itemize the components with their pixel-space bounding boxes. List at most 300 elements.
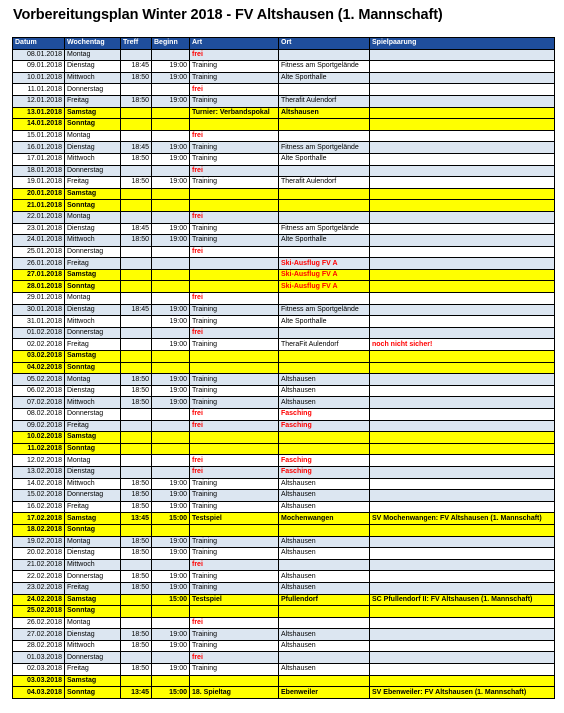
cell-spiel <box>370 165 555 177</box>
cell-treff <box>121 675 152 687</box>
cell-beginn: 15:00 <box>152 513 190 525</box>
cell-spiel: SV Ebenweiler: FV Altshausen (1. Mannschaft) <box>370 687 555 699</box>
cell-ort: Altshausen <box>279 501 370 513</box>
cell-datum: 09.01.2018 <box>13 61 65 73</box>
cell-beginn <box>152 293 190 305</box>
cell-treff <box>121 432 152 444</box>
cell-tag: Donnerstag <box>65 84 121 96</box>
cell-spiel <box>370 258 555 270</box>
cell-beginn <box>152 130 190 142</box>
cell-datum: 02.03.2018 <box>13 664 65 676</box>
cell-spiel <box>370 281 555 293</box>
cell-treff <box>121 200 152 212</box>
table-row <box>13 362 555 374</box>
cell-datum: 25.01.2018 <box>13 246 65 258</box>
cell-datum: 17.01.2018 <box>13 153 65 165</box>
table-row <box>13 664 555 676</box>
cell-treff <box>121 293 152 305</box>
cell-datum: 12.01.2018 <box>13 95 65 107</box>
cell-treff: 13:45 <box>121 513 152 525</box>
cell-tag: Freitag <box>65 664 121 676</box>
cell-spiel <box>370 455 555 467</box>
cell-beginn: 19:00 <box>152 385 190 397</box>
cell-beginn <box>152 49 190 61</box>
cell-tag: Donnerstag <box>65 409 121 421</box>
cell-art: Training <box>190 629 279 641</box>
cell-tag: Montag <box>65 374 121 386</box>
cell-treff: 18:50 <box>121 490 152 502</box>
cell-art <box>190 606 279 618</box>
cell-tag: Mittwoch <box>65 153 121 165</box>
cell-treff: 18:50 <box>121 582 152 594</box>
cell-datum: 28.01.2018 <box>13 281 65 293</box>
cell-spiel <box>370 466 555 478</box>
cell-tag: Dienstag <box>65 223 121 235</box>
cell-treff: 18:50 <box>121 385 152 397</box>
cell-beginn <box>152 200 190 212</box>
table-row <box>13 571 555 583</box>
cell-treff <box>121 107 152 119</box>
cell-tag: Donnerstag <box>65 165 121 177</box>
cell-beginn: 19:00 <box>152 374 190 386</box>
cell-ort: Ski-Ausflug FV A <box>279 281 370 293</box>
table-row <box>13 455 555 467</box>
cell-treff <box>121 420 152 432</box>
table-row <box>13 594 555 606</box>
cell-art: frei <box>190 327 279 339</box>
cell-treff: 18:50 <box>121 501 152 513</box>
cell-beginn: 19:00 <box>152 339 190 351</box>
cell-spiel <box>370 548 555 560</box>
cell-datum: 18.02.2018 <box>13 524 65 536</box>
cell-ort: Fitness am Sportgelände <box>279 61 370 73</box>
cell-tag: Mittwoch <box>65 316 121 328</box>
table-row <box>13 223 555 235</box>
cell-tag: Dienstag <box>65 304 121 316</box>
cell-tag: Mittwoch <box>65 478 121 490</box>
cell-spiel <box>370 385 555 397</box>
cell-beginn: 19:00 <box>152 664 190 676</box>
cell-tag: Samstag <box>65 675 121 687</box>
table-row <box>13 339 555 351</box>
cell-datum: 24.01.2018 <box>13 235 65 247</box>
cell-datum: 31.01.2018 <box>13 316 65 328</box>
cell-spiel <box>370 524 555 536</box>
cell-treff <box>121 455 152 467</box>
cell-art: frei <box>190 652 279 664</box>
cell-datum: 18.01.2018 <box>13 165 65 177</box>
table-row <box>13 629 555 641</box>
cell-spiel: noch nicht sicher! <box>370 339 555 351</box>
cell-spiel <box>370 95 555 107</box>
cell-beginn: 19:00 <box>152 153 190 165</box>
cell-art <box>190 188 279 200</box>
cell-treff <box>121 188 152 200</box>
cell-ort <box>279 617 370 629</box>
cell-tag: Dienstag <box>65 385 121 397</box>
table-row <box>13 107 555 119</box>
cell-datum: 13.02.2018 <box>13 466 65 478</box>
cell-datum: 10.01.2018 <box>13 72 65 84</box>
cell-treff <box>121 119 152 131</box>
cell-beginn: 19:00 <box>152 490 190 502</box>
table-row <box>13 351 555 363</box>
table-row <box>13 385 555 397</box>
cell-art: Training <box>190 397 279 409</box>
cell-treff: 18:45 <box>121 142 152 154</box>
cell-art: Training <box>190 177 279 189</box>
cell-ort: Altshausen <box>279 107 370 119</box>
cell-beginn: 19:00 <box>152 72 190 84</box>
table-row <box>13 397 555 409</box>
cell-spiel <box>370 84 555 96</box>
cell-art <box>190 432 279 444</box>
cell-datum: 10.02.2018 <box>13 432 65 444</box>
cell-datum: 06.02.2018 <box>13 385 65 397</box>
cell-beginn <box>152 675 190 687</box>
cell-tag: Sonntag <box>65 281 121 293</box>
cell-datum: 02.02.2018 <box>13 339 65 351</box>
cell-datum: 21.02.2018 <box>13 559 65 571</box>
cell-datum: 09.02.2018 <box>13 420 65 432</box>
cell-ort <box>279 130 370 142</box>
cell-art <box>190 281 279 293</box>
cell-spiel <box>370 211 555 223</box>
cell-art: frei <box>190 455 279 467</box>
cell-tag: Sonntag <box>65 606 121 618</box>
cell-datum: 25.02.2018 <box>13 606 65 618</box>
cell-ort <box>279 293 370 305</box>
cell-art: Training <box>190 316 279 328</box>
table-row <box>13 72 555 84</box>
cell-beginn <box>152 362 190 374</box>
cell-treff <box>121 84 152 96</box>
cell-tag: Donnerstag <box>65 571 121 583</box>
schedule-table <box>12 37 555 699</box>
cell-treff <box>121 409 152 421</box>
cell-tag: Montag <box>65 130 121 142</box>
cell-datum: 26.02.2018 <box>13 617 65 629</box>
cell-ort: Altshausen <box>279 582 370 594</box>
cell-spiel <box>370 629 555 641</box>
cell-ort: Ski-Ausflug FV A <box>279 269 370 281</box>
cell-spiel <box>370 223 555 235</box>
cell-beginn: 19:00 <box>152 223 190 235</box>
cell-art: Training <box>190 385 279 397</box>
cell-spiel <box>370 269 555 281</box>
cell-datum: 04.02.2018 <box>13 362 65 374</box>
table-row <box>13 466 555 478</box>
table-row <box>13 153 555 165</box>
cell-beginn: 19:00 <box>152 142 190 154</box>
table-row <box>13 582 555 594</box>
cell-datum: 26.01.2018 <box>13 258 65 270</box>
cell-ort <box>279 188 370 200</box>
cell-spiel <box>370 235 555 247</box>
cell-art: Training <box>190 304 279 316</box>
cell-treff: 18:50 <box>121 95 152 107</box>
cell-datum: 11.01.2018 <box>13 84 65 96</box>
cell-spiel <box>370 640 555 652</box>
cell-art: Training <box>190 223 279 235</box>
cell-tag: Dienstag <box>65 466 121 478</box>
cell-tag: Samstag <box>65 432 121 444</box>
cell-treff: 18:50 <box>121 177 152 189</box>
table-row <box>13 617 555 629</box>
cell-treff <box>121 559 152 571</box>
cell-treff: 18:50 <box>121 640 152 652</box>
column-header-art: Art <box>190 38 279 50</box>
column-header-beginn: Beginn <box>152 38 190 50</box>
cell-ort <box>279 652 370 664</box>
cell-ort <box>279 559 370 571</box>
cell-datum: 28.02.2018 <box>13 640 65 652</box>
cell-treff: 18:50 <box>121 72 152 84</box>
cell-art: Training <box>190 490 279 502</box>
cell-treff: 13:45 <box>121 687 152 699</box>
cell-art <box>190 524 279 536</box>
cell-art <box>190 269 279 281</box>
table-row <box>13 165 555 177</box>
cell-tag: Freitag <box>65 339 121 351</box>
table-row <box>13 409 555 421</box>
cell-art: Training <box>190 142 279 154</box>
cell-spiel <box>370 61 555 73</box>
cell-beginn <box>152 455 190 467</box>
cell-art <box>190 675 279 687</box>
cell-datum: 22.01.2018 <box>13 211 65 223</box>
table-row <box>13 443 555 455</box>
table-row <box>13 235 555 247</box>
cell-ort: Fitness am Sportgelände <box>279 223 370 235</box>
cell-beginn <box>152 617 190 629</box>
cell-beginn <box>152 432 190 444</box>
cell-tag: Samstag <box>65 351 121 363</box>
table-row <box>13 513 555 525</box>
cell-art <box>190 362 279 374</box>
table-row <box>13 119 555 131</box>
cell-ort <box>279 432 370 444</box>
cell-datum: 19.02.2018 <box>13 536 65 548</box>
cell-tag: Sonntag <box>65 443 121 455</box>
cell-datum: 12.02.2018 <box>13 455 65 467</box>
cell-beginn: 19:00 <box>152 397 190 409</box>
table-row <box>13 374 555 386</box>
cell-datum: 01.03.2018 <box>13 652 65 664</box>
cell-tag: Dienstag <box>65 629 121 641</box>
cell-tag: Samstag <box>65 269 121 281</box>
cell-datum: 27.01.2018 <box>13 269 65 281</box>
cell-tag: Montag <box>65 617 121 629</box>
cell-treff <box>121 281 152 293</box>
cell-treff: 18:50 <box>121 235 152 247</box>
cell-tag: Donnerstag <box>65 246 121 258</box>
cell-treff <box>121 316 152 328</box>
cell-beginn: 19:00 <box>152 95 190 107</box>
cell-ort: TheraFit Aulendorf <box>279 339 370 351</box>
cell-spiel <box>370 200 555 212</box>
cell-treff: 18:50 <box>121 397 152 409</box>
cell-ort <box>279 362 370 374</box>
table-row <box>13 524 555 536</box>
column-header-wochentag: Wochentag <box>65 38 121 50</box>
cell-treff <box>121 339 152 351</box>
cell-treff <box>121 524 152 536</box>
cell-tag: Donnerstag <box>65 652 121 664</box>
cell-treff <box>121 211 152 223</box>
cell-treff: 18:50 <box>121 153 152 165</box>
cell-beginn <box>152 351 190 363</box>
cell-art: Training <box>190 664 279 676</box>
cell-spiel <box>370 351 555 363</box>
table-row <box>13 293 555 305</box>
cell-ort: Fasching <box>279 409 370 421</box>
cell-beginn: 15:00 <box>152 687 190 699</box>
cell-beginn: 19:00 <box>152 536 190 548</box>
table-row <box>13 675 555 687</box>
cell-datum: 23.01.2018 <box>13 223 65 235</box>
cell-beginn <box>152 466 190 478</box>
cell-treff: 18:50 <box>121 664 152 676</box>
cell-art: Training <box>190 536 279 548</box>
cell-beginn: 19:00 <box>152 571 190 583</box>
cell-spiel <box>370 327 555 339</box>
cell-spiel <box>370 397 555 409</box>
cell-ort: Therafit Aulendorf <box>279 95 370 107</box>
cell-datum: 13.01.2018 <box>13 107 65 119</box>
column-header-spielpaarung: Spielpaarung <box>370 38 555 50</box>
cell-datum: 29.01.2018 <box>13 293 65 305</box>
cell-art: frei <box>190 49 279 61</box>
cell-spiel <box>370 582 555 594</box>
cell-ort: Fitness am Sportgelände <box>279 304 370 316</box>
cell-art: frei <box>190 84 279 96</box>
cell-datum: 01.02.2018 <box>13 327 65 339</box>
cell-art: Training <box>190 339 279 351</box>
cell-ort: Altshausen <box>279 397 370 409</box>
cell-spiel <box>370 432 555 444</box>
cell-spiel <box>370 177 555 189</box>
cell-treff: 18:50 <box>121 571 152 583</box>
cell-spiel <box>370 501 555 513</box>
cell-datum: 21.01.2018 <box>13 200 65 212</box>
cell-treff <box>121 49 152 61</box>
cell-ort: Altshausen <box>279 548 370 560</box>
table-row <box>13 559 555 571</box>
cell-tag: Mittwoch <box>65 235 121 247</box>
table-row <box>13 501 555 513</box>
cell-datum: 11.02.2018 <box>13 443 65 455</box>
cell-spiel <box>370 246 555 258</box>
table-row <box>13 316 555 328</box>
cell-tag: Donnerstag <box>65 490 121 502</box>
table-row <box>13 130 555 142</box>
cell-ort: Altshausen <box>279 536 370 548</box>
cell-spiel <box>370 142 555 154</box>
cell-art <box>190 258 279 270</box>
cell-beginn: 19:00 <box>152 548 190 560</box>
cell-ort <box>279 200 370 212</box>
table-row <box>13 188 555 200</box>
cell-treff <box>121 269 152 281</box>
cell-beginn <box>152 211 190 223</box>
cell-ort: Altshausen <box>279 374 370 386</box>
cell-beginn: 19:00 <box>152 640 190 652</box>
cell-beginn: 19:00 <box>152 61 190 73</box>
cell-beginn: 19:00 <box>152 235 190 247</box>
cell-beginn: 19:00 <box>152 177 190 189</box>
cell-art: Training <box>190 95 279 107</box>
table-row <box>13 490 555 502</box>
cell-beginn <box>152 165 190 177</box>
cell-ort <box>279 606 370 618</box>
cell-art: Training <box>190 640 279 652</box>
cell-datum: 24.02.2018 <box>13 594 65 606</box>
table-row <box>13 652 555 664</box>
cell-spiel <box>370 130 555 142</box>
column-header-treff: Treff <box>121 38 152 50</box>
cell-ort: Mochenwangen <box>279 513 370 525</box>
cell-tag: Dienstag <box>65 142 121 154</box>
cell-datum: 16.02.2018 <box>13 501 65 513</box>
cell-treff: 18:50 <box>121 536 152 548</box>
cell-treff: 18:50 <box>121 629 152 641</box>
cell-datum: 07.02.2018 <box>13 397 65 409</box>
cell-tag: Sonntag <box>65 524 121 536</box>
cell-treff <box>121 351 152 363</box>
cell-treff <box>121 652 152 664</box>
cell-art <box>190 200 279 212</box>
cell-ort: Ski-Ausflug FV A <box>279 258 370 270</box>
cell-ort <box>279 246 370 258</box>
cell-art: Training <box>190 571 279 583</box>
cell-ort: Alte Sporthalle <box>279 72 370 84</box>
cell-datum: 22.02.2018 <box>13 571 65 583</box>
cell-beginn <box>152 188 190 200</box>
cell-tag: Mittwoch <box>65 397 121 409</box>
cell-ort <box>279 524 370 536</box>
cell-tag: Samstag <box>65 513 121 525</box>
cell-tag: Sonntag <box>65 119 121 131</box>
cell-art: Training <box>190 501 279 513</box>
cell-datum: 30.01.2018 <box>13 304 65 316</box>
cell-art: Turnier: Verbandspokal <box>190 107 279 119</box>
cell-art: Testspiel <box>190 594 279 606</box>
cell-beginn <box>152 84 190 96</box>
cell-spiel <box>370 293 555 305</box>
table-row <box>13 142 555 154</box>
cell-datum: 17.02.2018 <box>13 513 65 525</box>
cell-treff: 18:45 <box>121 304 152 316</box>
cell-spiel <box>370 409 555 421</box>
cell-ort: Fasching <box>279 420 370 432</box>
cell-beginn <box>152 559 190 571</box>
cell-treff <box>121 466 152 478</box>
cell-tag: Montag <box>65 536 121 548</box>
cell-ort: Altshausen <box>279 490 370 502</box>
cell-treff <box>121 246 152 258</box>
cell-ort: Alte Sporthalle <box>279 235 370 247</box>
cell-datum: 20.02.2018 <box>13 548 65 560</box>
cell-tag: Dienstag <box>65 61 121 73</box>
cell-tag: Montag <box>65 49 121 61</box>
cell-spiel: SC Pfullendorf II: FV Altshausen (1. Mannschaft) <box>370 594 555 606</box>
cell-beginn <box>152 269 190 281</box>
cell-spiel <box>370 536 555 548</box>
column-header-ort: Ort <box>279 38 370 50</box>
cell-spiel <box>370 571 555 583</box>
cell-spiel <box>370 443 555 455</box>
